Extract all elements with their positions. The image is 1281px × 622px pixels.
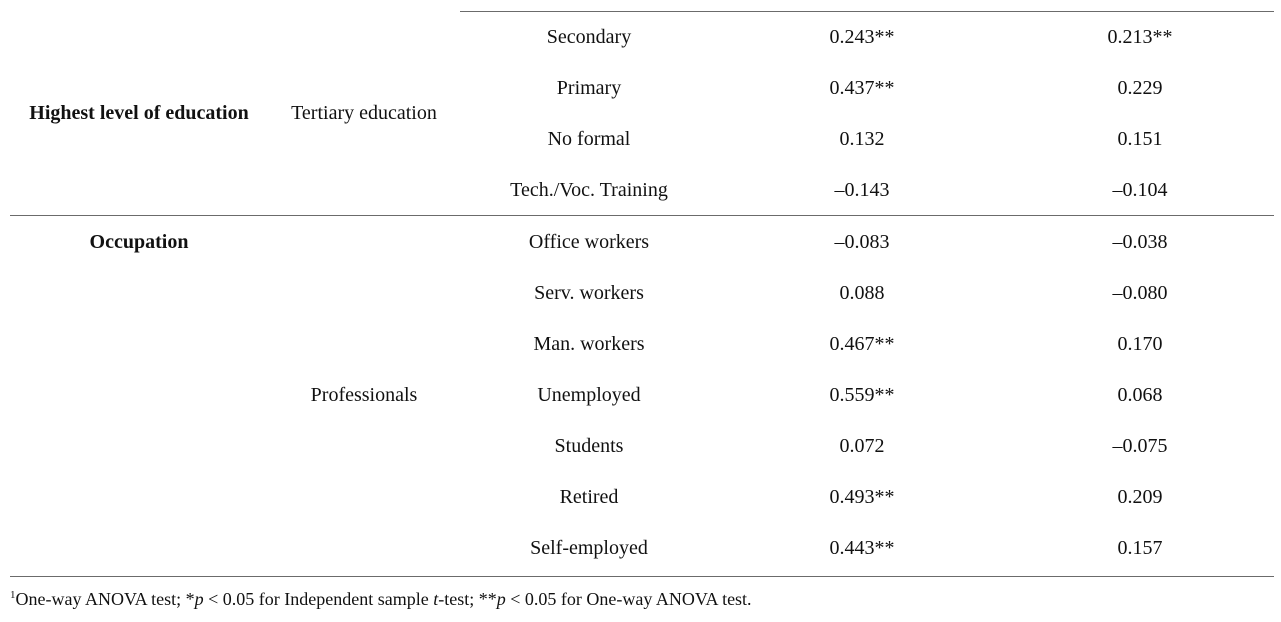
value-cell: 0.443**: [829, 537, 895, 559]
value-cell: 0.559**: [829, 384, 895, 406]
category-cell: Retired: [559, 486, 619, 508]
value-cell: 0.151: [1117, 128, 1163, 150]
table-top-rule: [460, 11, 1274, 12]
value-cell: 0.493**: [829, 486, 895, 508]
value-cell: –0.080: [1112, 282, 1168, 304]
category-cell: Office workers: [528, 231, 650, 253]
value-cell: 0.132: [839, 128, 885, 150]
footnote-marker: 1: [10, 589, 16, 601]
value-cell: 0.170: [1117, 333, 1163, 355]
value-cell: 0.072: [839, 435, 885, 457]
footnote-italic-t: t: [433, 589, 439, 609]
value-cell: 0.209: [1117, 486, 1163, 508]
footnote-italic-p: p: [194, 589, 204, 609]
value-cell: 0.068: [1117, 384, 1163, 406]
value-cell: 0.213**: [1107, 26, 1173, 48]
value-cell: –0.083: [834, 231, 890, 253]
category-cell: Tech./Voc. Training: [510, 179, 668, 201]
category-cell: Secondary: [546, 26, 632, 48]
value-cell: 0.243**: [829, 26, 895, 48]
footnote-italic-p: p: [496, 589, 506, 609]
category-cell: Unemployed: [537, 384, 641, 406]
table-footnote: [10, 584, 752, 614]
value-cell: 0.229: [1117, 77, 1163, 99]
reference-label-occupation: Professionals: [310, 384, 418, 406]
value-cell: 0.467**: [829, 333, 895, 355]
footnote-text: -test; **: [438, 589, 497, 609]
footnote-text: < 0.05 for One-way ANOVA test.: [505, 589, 752, 609]
category-cell: Students: [554, 435, 624, 457]
group-label-occupation: Occupation: [89, 231, 189, 253]
value-cell: –0.143: [834, 179, 890, 201]
category-cell: Serv. workers: [534, 282, 644, 304]
footnote-text: < 0.05 for Independent sample: [203, 589, 434, 609]
category-cell: Self-employed: [530, 537, 648, 559]
section-divider: [10, 215, 1274, 216]
value-cell: 0.157: [1117, 537, 1163, 559]
table-bottom-rule: [10, 576, 1274, 577]
reference-label-education: Tertiary education: [291, 102, 437, 124]
footnote-text: One-way ANOVA test; *: [15, 589, 195, 609]
category-cell: Man. workers: [533, 333, 645, 355]
value-cell: –0.075: [1112, 435, 1168, 457]
category-cell: Primary: [556, 77, 622, 99]
value-cell: –0.038: [1112, 231, 1168, 253]
value-cell: –0.104: [1112, 179, 1168, 201]
group-label-education: Highest level of education: [29, 102, 249, 124]
value-cell: 0.088: [839, 282, 885, 304]
category-cell: No formal: [547, 128, 631, 150]
value-cell: 0.437**: [829, 77, 895, 99]
